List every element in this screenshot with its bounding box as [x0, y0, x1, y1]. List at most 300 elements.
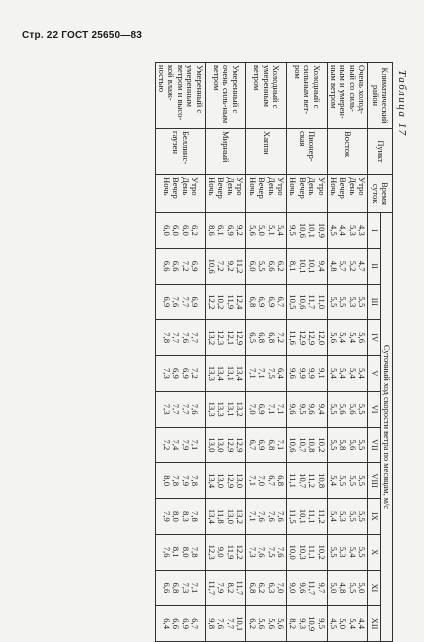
month-header: IX	[368, 499, 380, 535]
value: 7,1	[257, 368, 268, 379]
value: 5,6	[347, 439, 358, 451]
value: 6,9	[180, 368, 191, 379]
cell-values	[155, 427, 205, 463]
value: 11,0	[316, 294, 327, 310]
cell-region: Холодный с сильным вет-ром	[286, 63, 327, 129]
value: 8,0	[180, 546, 191, 558]
cell-times	[246, 175, 287, 213]
time-label: Утро	[235, 177, 246, 196]
value: 5,3	[347, 225, 358, 236]
cell-values	[155, 463, 205, 499]
cell-values	[327, 570, 368, 606]
value: 7,1	[275, 403, 286, 415]
value: 6,7	[266, 475, 277, 486]
value: 4,4	[357, 618, 368, 629]
cell-values	[327, 284, 368, 320]
value: 8,0	[161, 475, 172, 486]
col-header-point: Пункт	[368, 129, 393, 175]
value: 5,4	[275, 225, 286, 236]
cell-values	[155, 534, 205, 570]
value: 5,5	[328, 546, 339, 558]
time-label: Ночь	[288, 177, 299, 196]
value: 6,8	[266, 332, 277, 343]
value: 5,4	[338, 368, 349, 379]
col-header-group-title: Суточный ход скорости ветра по месяцам, м/с	[380, 213, 392, 642]
value: 9,8	[207, 618, 218, 629]
value: 7,6	[275, 546, 286, 558]
value: 7,1	[189, 582, 200, 594]
value: 7,9	[180, 439, 191, 451]
month-header: V	[368, 356, 380, 392]
cell-values	[286, 213, 327, 249]
value: 7,5	[266, 546, 277, 558]
table-title-text: Таблица 17	[396, 70, 408, 137]
value: 5,2	[347, 260, 358, 272]
time-label: День	[307, 177, 318, 196]
value: 7,7	[171, 332, 182, 343]
value: 6,4	[161, 618, 172, 629]
cell-values	[246, 248, 287, 284]
value: 10,1	[297, 508, 308, 524]
value: 5,5	[328, 439, 339, 451]
value: 10,9	[316, 222, 327, 238]
value: 10,1	[297, 258, 308, 274]
value: 10,6	[297, 222, 308, 238]
value: 11,9	[225, 294, 236, 310]
value: 11,1	[307, 544, 318, 560]
value: 6,7	[247, 439, 258, 451]
cell-values	[205, 570, 246, 606]
value: 12,9	[235, 330, 246, 346]
value: 10,6	[207, 258, 218, 274]
value: 9,5	[316, 618, 327, 629]
value: 12,9	[307, 330, 318, 346]
cell-values	[286, 534, 327, 570]
value: 8,2	[225, 582, 236, 594]
cell-values	[327, 534, 368, 570]
cell-values	[205, 534, 246, 570]
value: 10,7	[297, 473, 308, 489]
table-row	[327, 63, 368, 642]
time-label: Вечер	[338, 177, 349, 199]
value: 6,9	[180, 618, 191, 629]
value: 8,2	[288, 618, 299, 629]
value: 6,6	[161, 260, 172, 272]
value: 10,5	[288, 294, 299, 310]
value: 12,4	[235, 294, 246, 310]
value: 5,5	[347, 511, 358, 522]
cell-point: Мирный	[205, 129, 246, 175]
value: 4,5	[328, 618, 339, 629]
value: 5,5	[338, 296, 349, 308]
cell-values	[205, 463, 246, 499]
value: 12,3	[216, 330, 227, 346]
value: 5,6	[247, 225, 258, 236]
value: 13,2	[207, 330, 218, 346]
value: 5,5	[328, 403, 339, 415]
cell-values	[246, 606, 287, 642]
month-header: I	[368, 213, 380, 249]
month-header: II	[368, 248, 380, 284]
value: 9,4	[316, 403, 327, 415]
value: 5,7	[338, 260, 349, 272]
cell-values	[286, 284, 327, 320]
wind-speed-table	[155, 62, 393, 642]
value: 7,2	[180, 260, 191, 272]
value: 7,0	[275, 582, 286, 594]
value: 7,6	[189, 403, 200, 415]
table-row	[246, 63, 287, 642]
value: 7,7	[189, 332, 200, 343]
time-label: Ночь	[247, 177, 258, 196]
value: 6,0	[171, 225, 182, 236]
value: 6,2	[257, 582, 268, 594]
time-label: Вечер	[216, 177, 227, 199]
cell-values	[286, 499, 327, 535]
value: 11,7	[207, 580, 218, 596]
value: 13,2	[235, 401, 246, 417]
time-label: Вечер	[297, 177, 308, 199]
cell-values	[246, 356, 287, 392]
cell-values	[155, 570, 205, 606]
cell-values	[327, 391, 368, 427]
value: 11,1	[307, 509, 318, 524]
value: 7,6	[257, 511, 268, 522]
value: 11,6	[288, 330, 299, 345]
value: 6,9	[189, 260, 200, 272]
cell-values	[286, 463, 327, 499]
cell-values	[327, 463, 368, 499]
cell-values	[246, 391, 287, 427]
value: 13,0	[235, 473, 246, 489]
value: 7,6	[216, 618, 227, 629]
value: 6,6	[171, 618, 182, 629]
cell-values	[246, 284, 287, 320]
value: 11,7	[307, 580, 318, 596]
value: 5,6	[275, 618, 286, 629]
value: 13,2	[235, 508, 246, 524]
value: 6,1	[216, 225, 227, 236]
value: 7,4	[171, 439, 182, 451]
value: 6,8	[266, 439, 277, 451]
value: 7,1	[266, 403, 277, 415]
value: 10,0	[288, 544, 299, 560]
cell-values	[155, 499, 205, 535]
value: 10,1	[307, 222, 318, 238]
cell-values	[246, 570, 287, 606]
value: 13,4	[207, 473, 218, 489]
value: 6,6	[161, 582, 172, 594]
value: 13,3	[207, 365, 218, 381]
value: 5,0	[357, 582, 368, 594]
value: 9,2	[235, 225, 246, 236]
cell-values	[246, 427, 287, 463]
cell-values	[286, 606, 327, 642]
value: 12,2	[235, 544, 246, 560]
value: 11,7	[307, 294, 318, 310]
value: 12,9	[297, 330, 308, 346]
value: 7,8	[171, 475, 182, 486]
month-header: III	[368, 284, 380, 320]
value: 9,9	[307, 368, 318, 379]
value: 9,6	[288, 368, 299, 379]
value: 13,1	[225, 401, 236, 417]
value: 6,0	[161, 225, 172, 236]
cell-values	[286, 248, 327, 284]
value: 12,0	[316, 330, 327, 346]
cell-values	[155, 391, 205, 427]
value: 4,4	[338, 225, 349, 236]
value: 7,6	[180, 332, 191, 343]
value: 8,0	[171, 511, 182, 522]
cell-values	[327, 606, 368, 642]
value: 5,8	[338, 439, 349, 451]
value: 5,5	[347, 582, 358, 594]
value: 4,8	[328, 260, 339, 272]
value: 7,1	[247, 511, 258, 522]
value: 9,0	[216, 546, 227, 558]
value: 7,9	[216, 582, 227, 594]
value: 9,5	[297, 403, 308, 415]
value: 4,5	[328, 225, 339, 236]
value: 5,5	[357, 475, 368, 486]
time-label: День	[180, 177, 191, 196]
value: 5,0	[338, 618, 349, 629]
value: 6,9	[161, 296, 172, 308]
value: 13,4	[216, 365, 227, 381]
value: 5,3	[338, 511, 349, 522]
cell-values	[205, 606, 246, 642]
value: 13,0	[207, 437, 218, 453]
value: 12,9	[225, 437, 236, 453]
table-title	[396, 70, 410, 160]
value: 10,1	[235, 616, 246, 632]
value: 8,1	[288, 260, 299, 272]
value: 6,8	[247, 296, 258, 308]
value: 5,6	[328, 332, 339, 343]
value: 7,3	[180, 582, 191, 594]
value: 5,4	[347, 618, 358, 629]
value: 11,7	[235, 580, 246, 596]
cell-values	[246, 499, 287, 535]
value: 6,5	[247, 332, 258, 343]
value: 4,8	[338, 582, 349, 594]
cell-values	[155, 320, 205, 356]
value: 9,1	[316, 368, 327, 379]
cell-times	[205, 175, 246, 213]
value: 6,4	[275, 368, 286, 379]
table-row	[286, 63, 327, 642]
cell-values	[205, 356, 246, 392]
value: 13,0	[216, 437, 227, 453]
value: 12,1	[225, 330, 236, 346]
cell-values	[205, 391, 246, 427]
time-label: Ночь	[328, 177, 339, 196]
value: 6,7	[189, 618, 200, 629]
value: 5,6	[357, 332, 368, 343]
value: 4,3	[357, 225, 368, 236]
value: 5,5	[257, 260, 268, 272]
value: 6,9	[189, 296, 200, 308]
cell-values	[155, 284, 205, 320]
value: 5,4	[338, 332, 349, 343]
time-label: Утро	[275, 177, 286, 196]
value: 6,8	[275, 475, 286, 486]
value: 7,3	[161, 403, 172, 415]
value: 7,6	[171, 296, 182, 308]
value: 5,5	[357, 439, 368, 451]
value: 7,6	[161, 546, 172, 558]
value: 6,9	[171, 368, 182, 379]
value: 10,2	[316, 544, 327, 560]
cell-region: Холодный с умеренным ветром	[246, 63, 287, 129]
value: 13,0	[216, 473, 227, 489]
value: 7,7	[180, 296, 191, 308]
cell-region: Умеренный с очень силь-ным ветром	[205, 63, 246, 129]
table-body	[155, 63, 368, 642]
value: 6,6	[266, 260, 277, 272]
page-header: Стр. 22 ГОСТ 25650—83	[22, 30, 142, 41]
value: 7,0	[247, 403, 258, 415]
cell-values	[286, 320, 327, 356]
month-header: VI	[368, 391, 380, 427]
cell-values	[286, 356, 327, 392]
value: 13,4	[207, 508, 218, 524]
col-header-time: Время суток	[368, 175, 393, 213]
value: 12,2	[207, 294, 218, 310]
value: 6,8	[257, 332, 268, 343]
value: 5,5	[357, 296, 368, 308]
value: 7,1	[247, 368, 258, 379]
time-label: День	[347, 177, 358, 196]
value: 9,6	[288, 403, 299, 415]
value: 7,1	[189, 439, 200, 451]
cell-values	[205, 213, 246, 249]
time-label: Утро	[189, 177, 200, 196]
value: 7,8	[161, 332, 172, 343]
value: 7,2	[161, 439, 172, 451]
value: 5,4	[328, 475, 339, 486]
value: 6,9	[225, 225, 236, 236]
cell-values	[327, 320, 368, 356]
value: 13,3	[207, 401, 218, 417]
value: 9,6	[297, 582, 308, 594]
value: 10,8	[307, 437, 318, 453]
cell-values	[327, 499, 368, 535]
value: 11,9	[225, 544, 236, 560]
value: 6,2	[189, 225, 200, 236]
value: 6,3	[266, 582, 277, 594]
value: 10,8	[316, 473, 327, 489]
value: 5,5	[328, 296, 339, 308]
cell-point: Восток	[327, 129, 368, 175]
value: 7,1	[275, 439, 286, 451]
cell-values	[286, 427, 327, 463]
cell-values	[286, 391, 327, 427]
cell-values	[327, 427, 368, 463]
cell-values	[327, 356, 368, 392]
value: 5,5	[357, 511, 368, 522]
cell-values	[327, 248, 368, 284]
month-header: X	[368, 534, 380, 570]
value: 10,7	[297, 437, 308, 453]
value: 6,9	[266, 296, 277, 308]
value: 5,6	[347, 403, 358, 415]
cell-values	[155, 606, 205, 642]
value: 6,9	[257, 439, 268, 451]
value: 6,8	[171, 582, 182, 594]
value: 5,4	[328, 511, 339, 522]
value: 7,2	[216, 260, 227, 272]
table-row	[205, 63, 246, 642]
cell-values	[205, 284, 246, 320]
value: 4,7	[357, 260, 368, 272]
value: 7,0	[257, 475, 268, 486]
value: 11,1	[288, 473, 299, 488]
value: 8,6	[207, 225, 218, 236]
cell-values	[155, 356, 205, 392]
value: 6,8	[247, 582, 258, 594]
value: 10,2	[216, 294, 227, 310]
value: 6,2	[275, 260, 286, 272]
value: 9,9	[297, 368, 308, 379]
col-header-region: Климатический район	[368, 63, 393, 129]
cell-values	[246, 213, 287, 249]
value: 10,3	[297, 544, 308, 560]
value: 7,6	[266, 511, 277, 522]
cell-region: Умеренный с умеренным ветром и высо-кой влаж-ностью	[155, 63, 205, 129]
time-label: Ночь	[207, 177, 218, 196]
value: 13,1	[225, 365, 236, 381]
value: 7,1	[247, 475, 258, 486]
month-header: XI	[368, 570, 380, 606]
value: 6,2	[247, 618, 258, 629]
month-header: VII	[368, 427, 380, 463]
value: 10,6	[288, 437, 299, 453]
value: 5,5	[357, 403, 368, 415]
value: 5,0	[257, 225, 268, 236]
value: 7,2	[275, 332, 286, 343]
value: 5,4	[347, 368, 358, 379]
month-header: XII	[368, 606, 380, 642]
cell-point: Пионер-ская	[286, 129, 327, 175]
value: 7,7	[171, 403, 182, 415]
value: 9,3	[297, 618, 308, 629]
value: 5,0	[328, 582, 339, 594]
table-row	[155, 63, 205, 642]
cell-values	[246, 320, 287, 356]
value: 6,0	[247, 260, 258, 272]
cell-values	[205, 427, 246, 463]
value: 9,4	[316, 260, 327, 272]
value: 11,5	[288, 509, 299, 524]
cell-values	[246, 534, 287, 570]
cell-values	[205, 499, 246, 535]
value: 7,5	[266, 368, 277, 379]
value: 5,3	[347, 296, 358, 308]
time-label: Утро	[357, 177, 368, 196]
value: 6,9	[257, 296, 268, 308]
value: 5,5	[357, 546, 368, 558]
cell-region: Очень холод-ный со силь-ным и умерен-ным ветром	[327, 63, 368, 129]
time-label: Вечер	[257, 177, 268, 199]
time-label: День	[266, 177, 277, 196]
value: 7,9	[161, 511, 172, 522]
cell-point: Хаппи	[246, 129, 287, 175]
time-label: Утро	[316, 177, 327, 196]
value: 7,3	[161, 368, 172, 379]
cell-values	[205, 248, 246, 284]
